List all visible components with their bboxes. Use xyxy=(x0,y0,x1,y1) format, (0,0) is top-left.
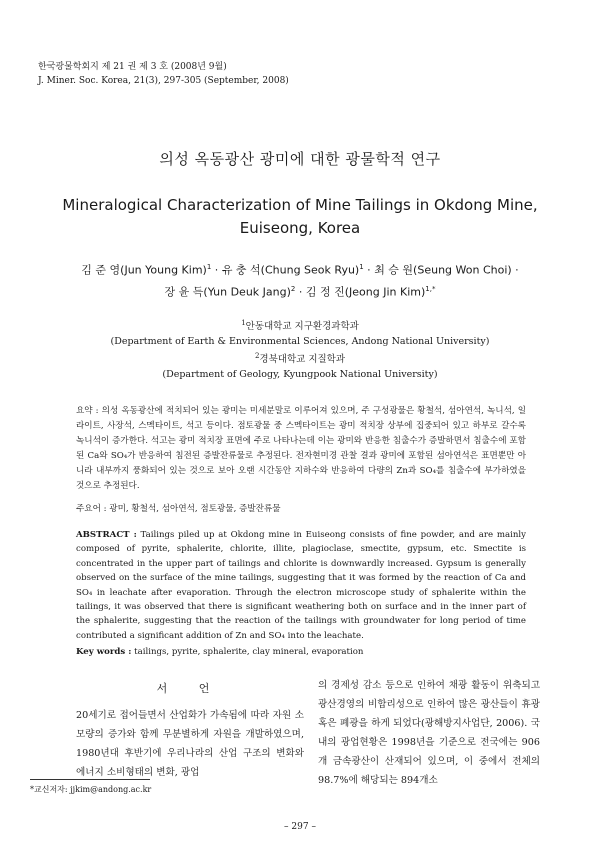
title-english: Mineralogical Characterization of Mine Tailings in Okdong Mine, Euiseong, Korea xyxy=(62,196,538,237)
keywords-korean xyxy=(76,502,526,514)
author-line-1: 김 준 영(Jun Young Kim)$^1$ · 유 충 석(Chung Seok Ryu)$^1$ · 최 승 원(Seung Won Choi) · xyxy=(81,263,519,277)
author-name: 장 윤 득(Yun Deuk Jang) xyxy=(164,285,291,299)
author-affil-mark: 2 xyxy=(290,284,296,293)
author-affil-mark: 1 xyxy=(359,263,364,271)
author-name: 유 충 석(Chung Seok Ryu) xyxy=(221,263,360,277)
body-column-left xyxy=(76,680,304,782)
affiliation-1-english: (Department of Earth & Environmental Sciences, Andong National University) xyxy=(110,336,490,348)
author-name: 김 준 영(Jun Young Kim) xyxy=(81,263,207,277)
abstract-korean xyxy=(76,404,526,494)
footnote-corresponding-author: *교신저자: jjkim@andong.ac.kr xyxy=(30,785,152,794)
author-affil-mark: 1 xyxy=(206,263,212,271)
journal-citation xyxy=(38,60,289,88)
affiliation-2-korean: $^2$경북대학교 지질학과 xyxy=(254,352,346,366)
abstract-english xyxy=(76,528,526,643)
author-affil-mark: 1,* xyxy=(425,284,436,293)
body-paragraph-left: 20세기로 접어들면서 산업화가 가속됨에 따라 자원 소모량의 증가와 함께 무분별하게 자원을 개발하였으며, 1980년대 후반기에 우리나라의 산업 구조의 변화와 에너지 소비형태의 변화, 광업 xyxy=(76,710,304,778)
journal-citation-english: J. Miner. Soc. Korea, 21(3), 297-305 (September, 2008) xyxy=(38,76,289,86)
keywords-english xyxy=(76,647,526,657)
footnote-divider xyxy=(30,779,150,780)
affiliation-1-korean: $^1$안동대학교 지구환경과학과 xyxy=(241,319,359,333)
keywords-english-label: Key words : xyxy=(76,647,132,657)
journal-citation-korean: 한국광물학회지 제 21 권 제 3 호 (2008년 9월) xyxy=(38,62,227,72)
title-korean: 의성 옥동광산 광미에 대한 광물학적 연구 xyxy=(159,150,441,168)
keywords-english-text: tailings, pyrite, sphalerite, clay mineral, evaporation xyxy=(134,647,364,657)
abstract-korean-label: 요약 : xyxy=(76,406,99,416)
author-line-2: 장 윤 득(Yun Deuk Jang)$^2$ · 김 정 진(Jeong Jin Kim)$^{1,*}$ xyxy=(164,284,436,299)
abstract-english-text: Tailings piled up at Okdong mine in Euiseong consists of fine powder, and are mainly composed of pyrite, sphalerite, chlorite, illite, plagioclase, smectite, gypsum, etc. Smectite is concentrated in the upper part of tailings and chlorite is downwardly increased. Gypsum is generally observed on the surface of the mine tailings, suggesting that it was formed by the reaction of Ca and SO₄ in leachate after evaporation. Through the electron microscope study of sphalerite within the tailings, it was observed that there is significant weathering both on surface and in the inner part of the sphalerite, suggesting that the reaction of the tailings with groundwater for long period of time contributed a significant addition of Zn and SO₄ into the leachate. xyxy=(76,530,526,641)
author-name: 최 승 원(Seung Won Choi) xyxy=(374,263,512,277)
abstract-korean-text: 의성 옥동광산에 적치되어 있는 광미는 미세분말로 이루어져 있으며, 주 구성광물은 황철석, 섬아연석, 녹니석, 일라이트, 사장석, 스멕타이트, 석고 등이다. 점토광물 중 스멕타이트는 광미 적치장 상부에 집중되어 있고 하부로 갈수록 녹니석이 증가한다. 석고는 광미 적치장 표면에 주로 나타나는데 이는 광미와 반응한 침출수가 증발하면서 침출수에 포함된 Ca와 SO₄가 반응하여 침전된 증발잔류물로 추정된다. 전자현미경 관찰 결과 광미에 포함된 섬아연석은 표면뿐만 아니라 내부까지 풍화되어 있는 것으로 보아 오랜 시간동안 지하수와 반응하여 다량의 Zn과 SO₄를 침출수에 부가하였을 것으로 추정된다. xyxy=(76,406,527,491)
affiliations xyxy=(0,316,600,382)
author-name: 김 정 진(Jeong Jin Kim) xyxy=(305,285,426,299)
section-heading: 서 언 xyxy=(156,682,224,695)
keywords-korean-label: 주요어 : xyxy=(76,504,107,514)
page-number: – 297 – xyxy=(284,822,316,832)
body-paragraph-right: 의 경제성 감소 등으로 인하여 채광 활동이 위축되고 광산경영의 비합리성으로 인하여 많은 광산들이 휴광 혹은 폐광을 하게 되었다(광해방지사업단, 2006). 국내의 광업현황은 1998년을 기준으로 전국에는 906개 금속광산이 산재되어 있으며, 이 중에서 전체의 98.7%에 해당되는 894개소 xyxy=(318,680,540,786)
affiliation-2-english: (Department of Geology, Kyungpook National University) xyxy=(162,369,438,381)
abstract-english-label: ABSTRACT : xyxy=(76,530,137,540)
author-list xyxy=(30,258,570,301)
keywords-korean-text: 광미, 황철석, 섬아연석, 점토광물, 증발잔류물 xyxy=(109,504,281,514)
